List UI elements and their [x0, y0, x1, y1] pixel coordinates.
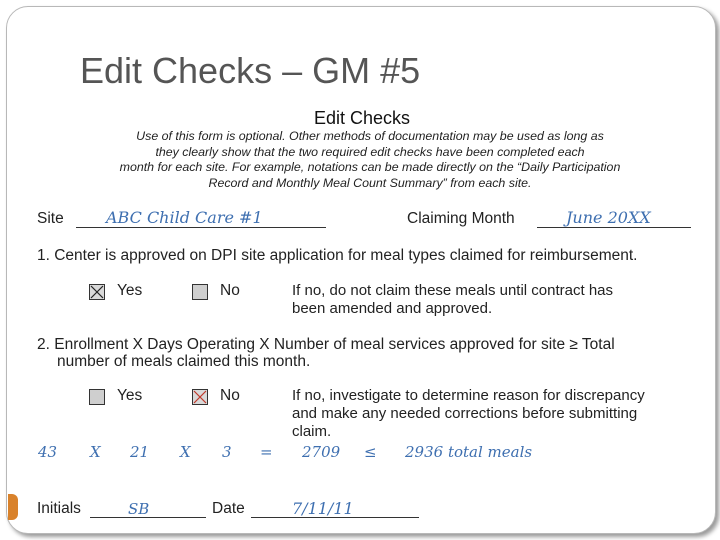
q1-note-line: been amended and approved.	[292, 300, 493, 317]
q2-no-checkbox[interactable]	[192, 389, 208, 405]
calc-enrollment: 43	[38, 443, 58, 461]
claiming-month-value[interactable]: June 20XX	[566, 208, 651, 227]
calc-product: 2709	[302, 443, 341, 461]
q2-yes-checkbox[interactable]	[89, 389, 105, 405]
site-value[interactable]: ABC Child Care #1	[106, 208, 263, 227]
q1-yes-checkbox[interactable]	[89, 284, 105, 300]
initials-label: Initials	[37, 500, 81, 517]
calc-times: X	[90, 443, 101, 461]
intro-line: they clearly show that the two required edit checks have been completed each	[155, 144, 585, 159]
intro-line: Record and Monthly Meal Count Summary” from each site.	[208, 175, 532, 190]
calc-meal-services: 3	[222, 443, 232, 461]
calc-times: X	[180, 443, 191, 461]
question-1: 1. Center is approved on DPI site application for meal types claimed for reimbursement.	[37, 247, 638, 264]
slide-title: Edit Checks – GM #5	[80, 50, 421, 91]
calc-days: 21	[130, 443, 150, 461]
claiming-month-label: Claiming Month	[407, 210, 515, 227]
q1-yes-label: Yes	[117, 282, 143, 299]
site-blank	[76, 227, 326, 228]
question-2-line: number of meals claimed this month.	[57, 353, 311, 370]
initials-value[interactable]: SB	[128, 500, 150, 518]
question-2-line: 2. Enrollment X Days Operating X Number of meal services approved for site ≥ Total	[37, 336, 615, 353]
x-mark-icon	[193, 390, 207, 404]
q2-note-line: and make any needed corrections before submitting	[292, 405, 638, 422]
intro-line: month for each site. For example, notations can be made directly on the “Daily Participation	[119, 160, 621, 174]
x-mark-icon	[90, 285, 104, 299]
date-value[interactable]: 7/11/11	[292, 499, 354, 518]
intro-line: Use of this form is optional. Other methods of documentation may be used as long as	[136, 129, 604, 143]
q2-note-line: claim.	[292, 423, 332, 440]
q2-note-line: If no, investigate to determine reason for discrepancy	[292, 387, 645, 404]
calc-total-meals: 2936 total meals	[405, 443, 533, 461]
form-title: Edit Checks	[314, 108, 411, 128]
site-label: Site	[37, 210, 64, 227]
form-intro	[80, 129, 660, 191]
calc-equals: =	[260, 443, 273, 461]
q1-no-label: No	[220, 282, 240, 299]
q1-note-line: If no, do not claim these meals until contract has	[292, 282, 613, 299]
q1-no-checkbox[interactable]	[192, 284, 208, 300]
q2-no-label: No	[220, 387, 240, 404]
q2-yes-label: Yes	[117, 387, 143, 404]
claiming-month-blank	[537, 227, 691, 228]
calc-comparison: ≤	[364, 443, 377, 461]
date-label: Date	[212, 500, 245, 517]
